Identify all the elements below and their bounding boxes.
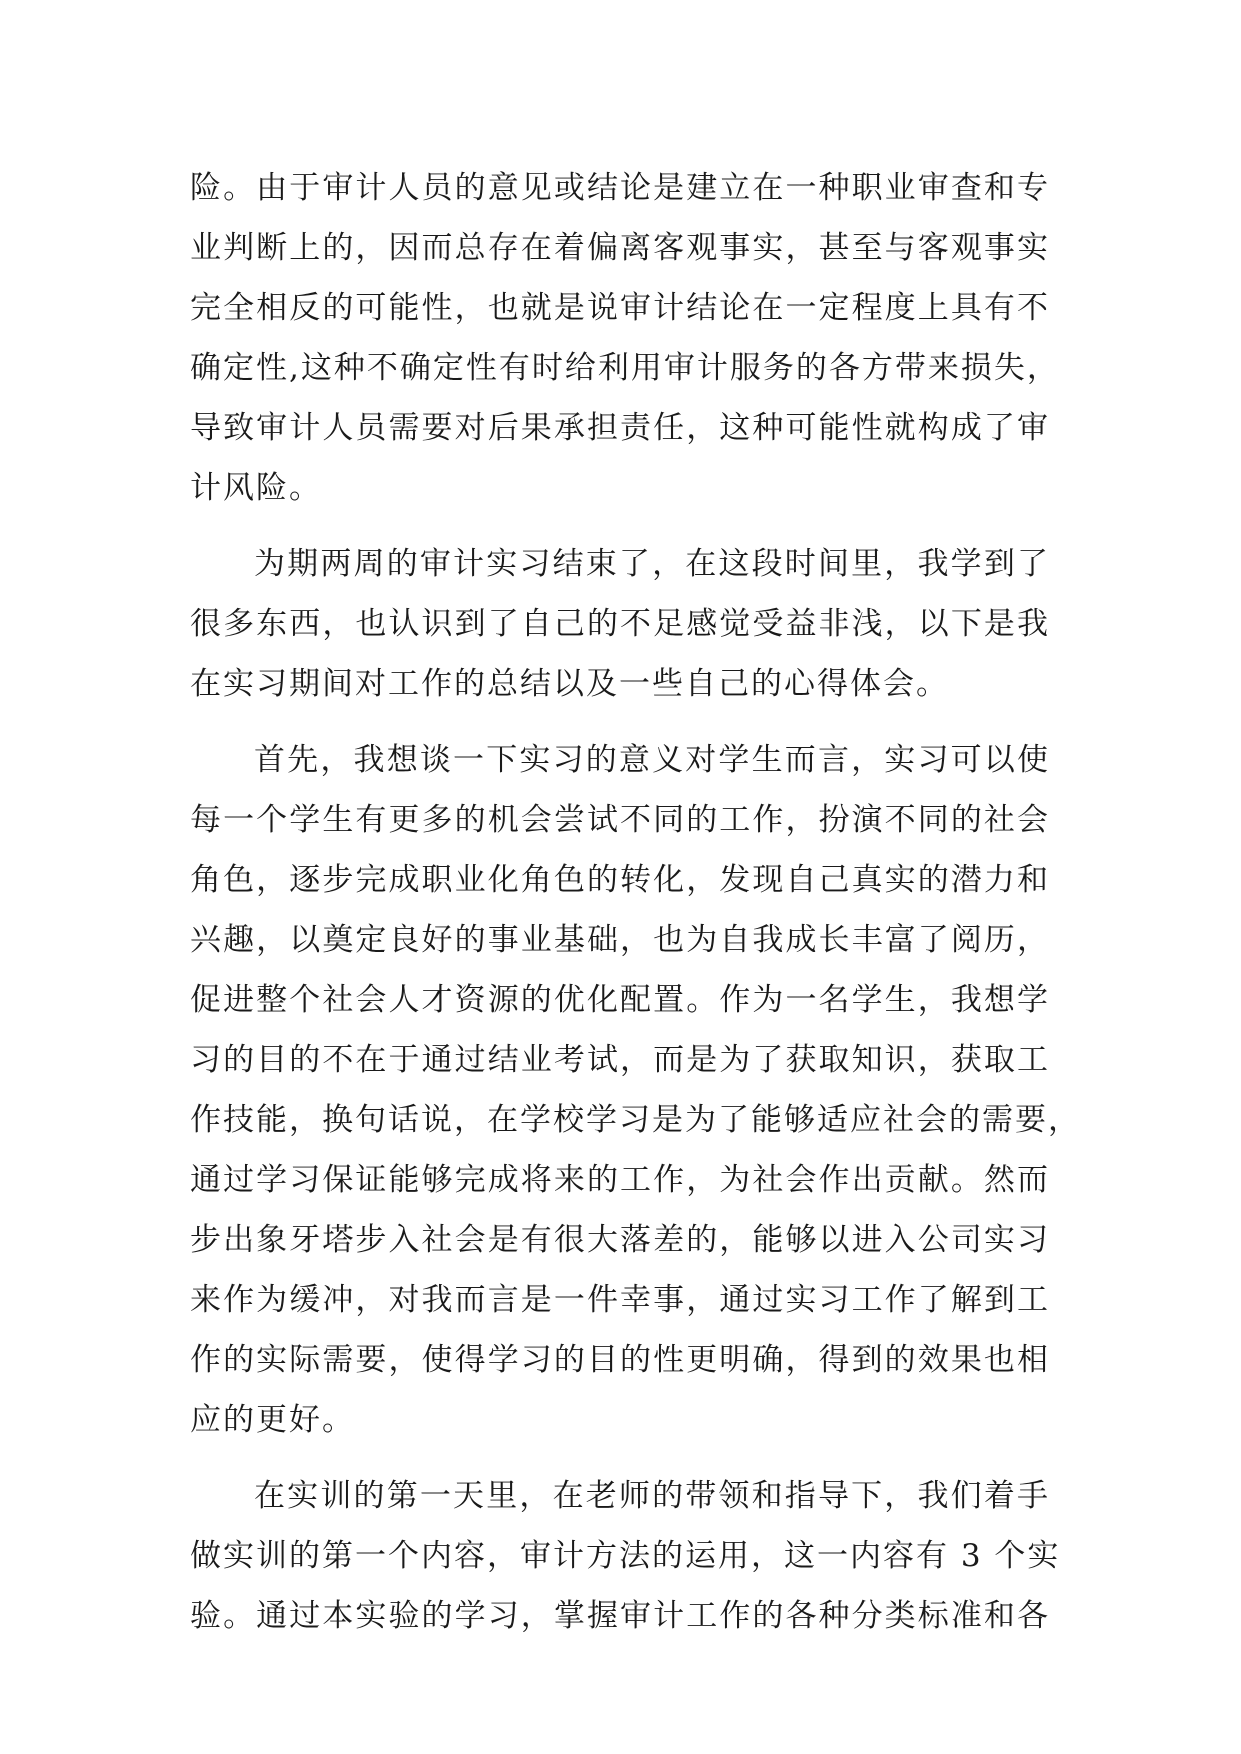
text-line: 很多东西，也认识到了自己的不足感觉受益非浅，以下是我 <box>190 606 1050 642</box>
text-line: 作的实际需要，使得学习的目的性更明确，得到的效果也相 <box>190 1342 1050 1378</box>
document-body <box>190 158 1081 1646</box>
text-line: 业判断上的，因而总存在着偏离客观事实，甚至与客观事实 <box>190 230 1050 266</box>
text-line: 作技能，换句话说，在学校学习是为了能够适应社会的需要， <box>190 1102 1081 1138</box>
text-line: 在实习期间对工作的总结以及一些自己的心得体会。 <box>190 666 949 702</box>
text-line: 来作为缓冲，对我而言是一件幸事，通过实习工作了解到工 <box>190 1282 1050 1318</box>
text-line: 在实训的第一天里，在老师的带领和指导下，我们着手 <box>254 1478 1050 1514</box>
text-line: 完全相反的可能性，也就是说审计结论在一定程度上具有不 <box>190 290 1050 326</box>
text-line: 习的目的不在于通过结业考试，而是为了获取知识，获取工 <box>190 1042 1050 1078</box>
text-line: 为期两周的审计实习结束了，在这段时间里，我学到了 <box>254 546 1050 582</box>
text-line: 通过学习保证能够完成将来的工作，为社会作出贡献。然而 <box>190 1162 1050 1198</box>
text-line: 促进整个社会人才资源的优化配置。作为一名学生，我想学 <box>190 982 1050 1018</box>
text-line: 险。由于审计人员的意见或结论是建立在一种职业审查和专 <box>190 170 1050 206</box>
text-line: 兴趣，以奠定良好的事业基础，也为自我成长丰富了阅历， <box>190 922 1050 958</box>
paragraph-1 <box>190 158 1060 518</box>
text-line: 导致审计人员需要对后果承担责任，这种可能性就构成了审 <box>190 410 1050 446</box>
text-line: 每一个学生有更多的机会尝试不同的工作，扮演不同的社会 <box>190 802 1050 838</box>
text-line: 应的更好。 <box>190 1402 355 1438</box>
text-line: 验。通过本实验的学习，掌握审计工作的各种分类标准和各 <box>190 1598 1050 1634</box>
text-line: 首先，我想谈一下实习的意义对学生而言，实习可以使 <box>254 742 1050 778</box>
text-line: 做实训的第一个内容，审计方法的运用，这一内容有 3 个实 <box>190 1538 1061 1574</box>
text-line: 角色，逐步完成职业化角色的转化，发现自己真实的潜力和 <box>190 862 1050 898</box>
text-line: 确定性,这种不确定性有时给利用审计服务的各方带来损失， <box>190 350 1060 386</box>
text-line: 计风险。 <box>190 470 322 506</box>
paragraph-3 <box>190 730 1081 1450</box>
paragraph-4 <box>190 1466 1061 1646</box>
text-line: 步出象牙塔步入社会是有很大落差的，能够以进入公司实习 <box>190 1222 1050 1258</box>
paragraph-2 <box>190 534 1050 714</box>
